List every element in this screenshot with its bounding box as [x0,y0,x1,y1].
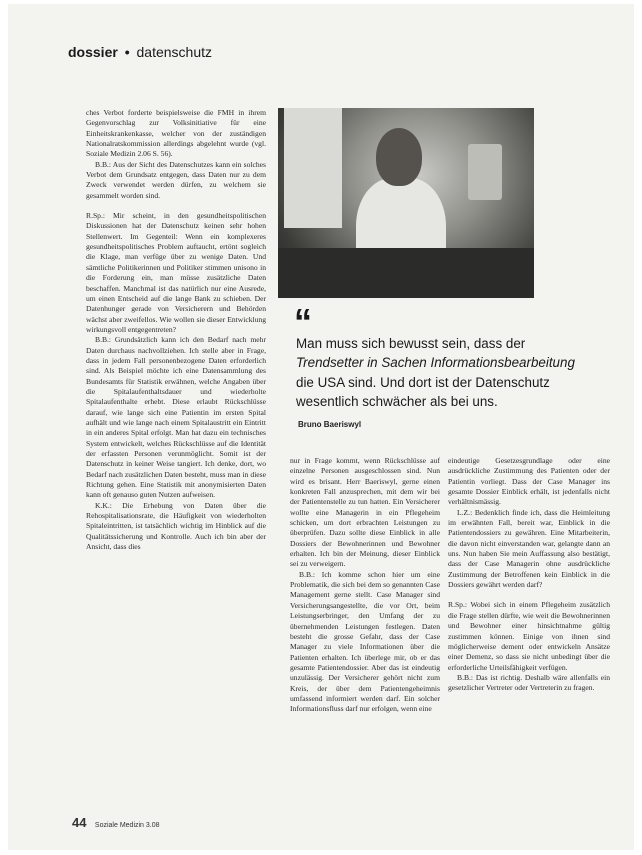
paragraph: B.B.: Ich komme schon hier um eine Problematik, die sich bei dem so genannten Case Management gerne stellt. Case Manager sind Versicherungsangestellte, die vor Ort, beim Leistungserbringer, den Umfang der zu übernehmenden Leistungen festlegen. Daten besteht die grosse Gefahr, dass der Case Manager zu viele Informationen über die Patienten erhalten. Ich überlege mir, ob er das gesamte Patientendossier. Aber das ist eindeutig unzulässig. Der Versicherer gehört nicht zum Kreis, der über dem Patientengeheimnis umfassend informiert werden darf. Ein solcher Informationsfluss darf nur erfolgen, wenn eine [290,569,440,714]
text-column-left [86,108,266,798]
interview-photo [278,108,534,298]
photo-glass [468,144,502,200]
quote-mark-icon: “ [294,301,312,342]
paragraph: K.K.: Die Erhebung von Daten über die Rehospitalisationsrate, die Häufigkeit von wiederholten Spitaleintritten, ist tatsächlich wichtig im Hinblick auf die Qualitätssicherung und Kontrolle. Auch ich bin aber der Ansicht, dass dies [86,500,266,552]
pull-quote [296,334,606,412]
text-column-middle [290,456,440,816]
photo-person-head [376,128,422,186]
page-footer [72,814,160,832]
section-name: dossier [68,44,118,60]
pull-quote-line: wesentlich schwächer als bei uns. [296,394,498,410]
section-header [68,44,212,60]
paragraph: R.Sp.: Mir scheint, in den gesundheitspolitischen Diskussionen hat der Datenschutz keinen sehr hohen Stellenwert. Im Gegenteil: Wenn ein komplexeres gesundheitspolitisches Problem auftaucht, ertönt sogleich die Klage, man verfüge über zu wenige Daten. Und sämtliche Politikerinnen und Politiker stimmen unisono in die Forderung ein, man müsse zusätzliche Daten beschaffen. Manchmal ist das natürlich nur eine Ausrede, um einen Entscheid auf die lange Bank zu schieben. Der Datenhunger gerade von Versicherern und Behörden wächst aber zweifellos. Wie wollen sie dieser Entwicklung wirkungsvoll entgegentreten? [86,211,266,334]
publication-name: Soziale Medizin 3.08 [94,822,160,829]
paragraph: nur in Frage kommt, wenn Rückschlüsse auf einzelne Personen ausgeschlossen sind. Nun wird es brisant. Herr Baeriswyl, gerne einen konkreten Fall anzusprechen, mit dem wir bei der Patientenstelle zu tun hatten. Ein Versicherer wollte eine Managerin in ein Pflegeheim schicken, um dort erbrachten Leistungen zu überprüfen. Dazu sollte diese Einblick in alle Dossiers der Bewohnerinnen und Bewohner erhalten. Ich bin der Meinung, dieser Einblick sei zu verweigern. [290,456,440,569]
pull-quote-line: Man muss sich bewusst sein, dass der [296,336,526,351]
paragraph: L.Z.: Bedenklich finde ich, dass die Heimleitung im erwähnten Fall, bereit war, Einblick in die Patientendossiers zu gewähren. Eine Mitarbeiterin, die davon nicht einverstanden war, gelangte dann an uns. Nun haben Sie mein Auffassung also bestätigt, dass der Case Managerin ohne ausdrückliche Zustimmung der Betroffenen kein Einblick in die Dossiers gewährt werden darf? [448,507,610,590]
paragraph: B.B.: Das ist richtig. Deshalb wäre allenfalls ein gesetzlicher Vertreter oder Vertreterin zu fragen. [448,672,610,693]
pull-quote-line: Trendsetter in Sachen Informationsbearbeitung [296,355,575,371]
photo-table [278,248,534,298]
paragraph: B.B.: Grundsätzlich kann ich den Bedarf nach mehr Daten durchaus nachvollziehen. Ich stelle aber in Frage, dass in jedem Fall personenbezogene Daten erforderlich sind. Als Beispiel möchte ich eine Datensammlung des Bundesamts für Statistik erwähnen, welche Angaben über die Spitalaufenthaltsdauer und wiederholte Spitalaufenthalte erhebt. Diese erlaubt Rückschlüsse darauf, wie lange sich eine Patientin im ersten Spital aufhält und wie lange nach einem Spitalaustritt ein Eintritt in ein anderes Spital erfolgt. Man hat dazu ein technisches System entwickelt, welches Rückschlüsse auf die Identität der erfassten Personen verunmöglicht. Somit ist der Datenschutz in keiner Weise tangiert. Ich denke, dort, wo Bedarf nach zusätzlichen Daten besteht, muss man in diese Richtung gehen. Eine Statistik mit anonymisierten Daten kann oft genauso guten Nutzen aufweisen. [86,335,266,500]
paragraph: ches Verbot forderte beispielsweise die FMH in ihrem Gegenvorschlag zur Volksinitiative für eine Einheitskrankenkasse, welcher von der zuständigen Nationalratskommission allerdings abgelehnt wurde (vgl. Soziale Medizin 2.06 S. 56). [86,108,266,159]
paragraph: R.Sp.: Wobei sich in einem Pflegeheim zusätzlich die Frage stellen dürfte, wie weit die Bewohnerinnen und Bewohner einer hinsichtnahme gültig zustimmen können. Einige von ihnen sind möglicherweise dement oder entwickeln Ansätze einer Demenz, so dass sie nicht unbedingt über die erforderliche Urteilsfähigkeit verfügen. [448,600,610,672]
photo-window [284,108,342,228]
paragraph: B.B.: Aus der Sicht des Datenschutzes kann ein solches Verbot dem Grundsatz entgegen, dass Daten nur zu dem Zweck verwendet werden dürfen, zu welchem sie gesammelt worden sind. [86,159,266,200]
quote-author: Bruno Baeriswyl [298,420,362,429]
text-column-right [448,456,610,816]
section-topic: datenschutz [136,44,212,60]
pull-quote-line: die USA sind. Und dort ist der Datenschutz [296,374,550,390]
page-number: 44 [72,815,87,830]
paragraph: eindeutige Gesetzesgrundlage oder eine ausdrückliche Zustimmung des Patienten oder der Patientin vorliegt. Dass der Case Manager ins gesamte Dossier Einblick erhält, ist jedenfalls nicht verhältnismässig. [448,456,610,507]
magazine-page [8,4,634,850]
header-bullet: • [124,44,130,60]
